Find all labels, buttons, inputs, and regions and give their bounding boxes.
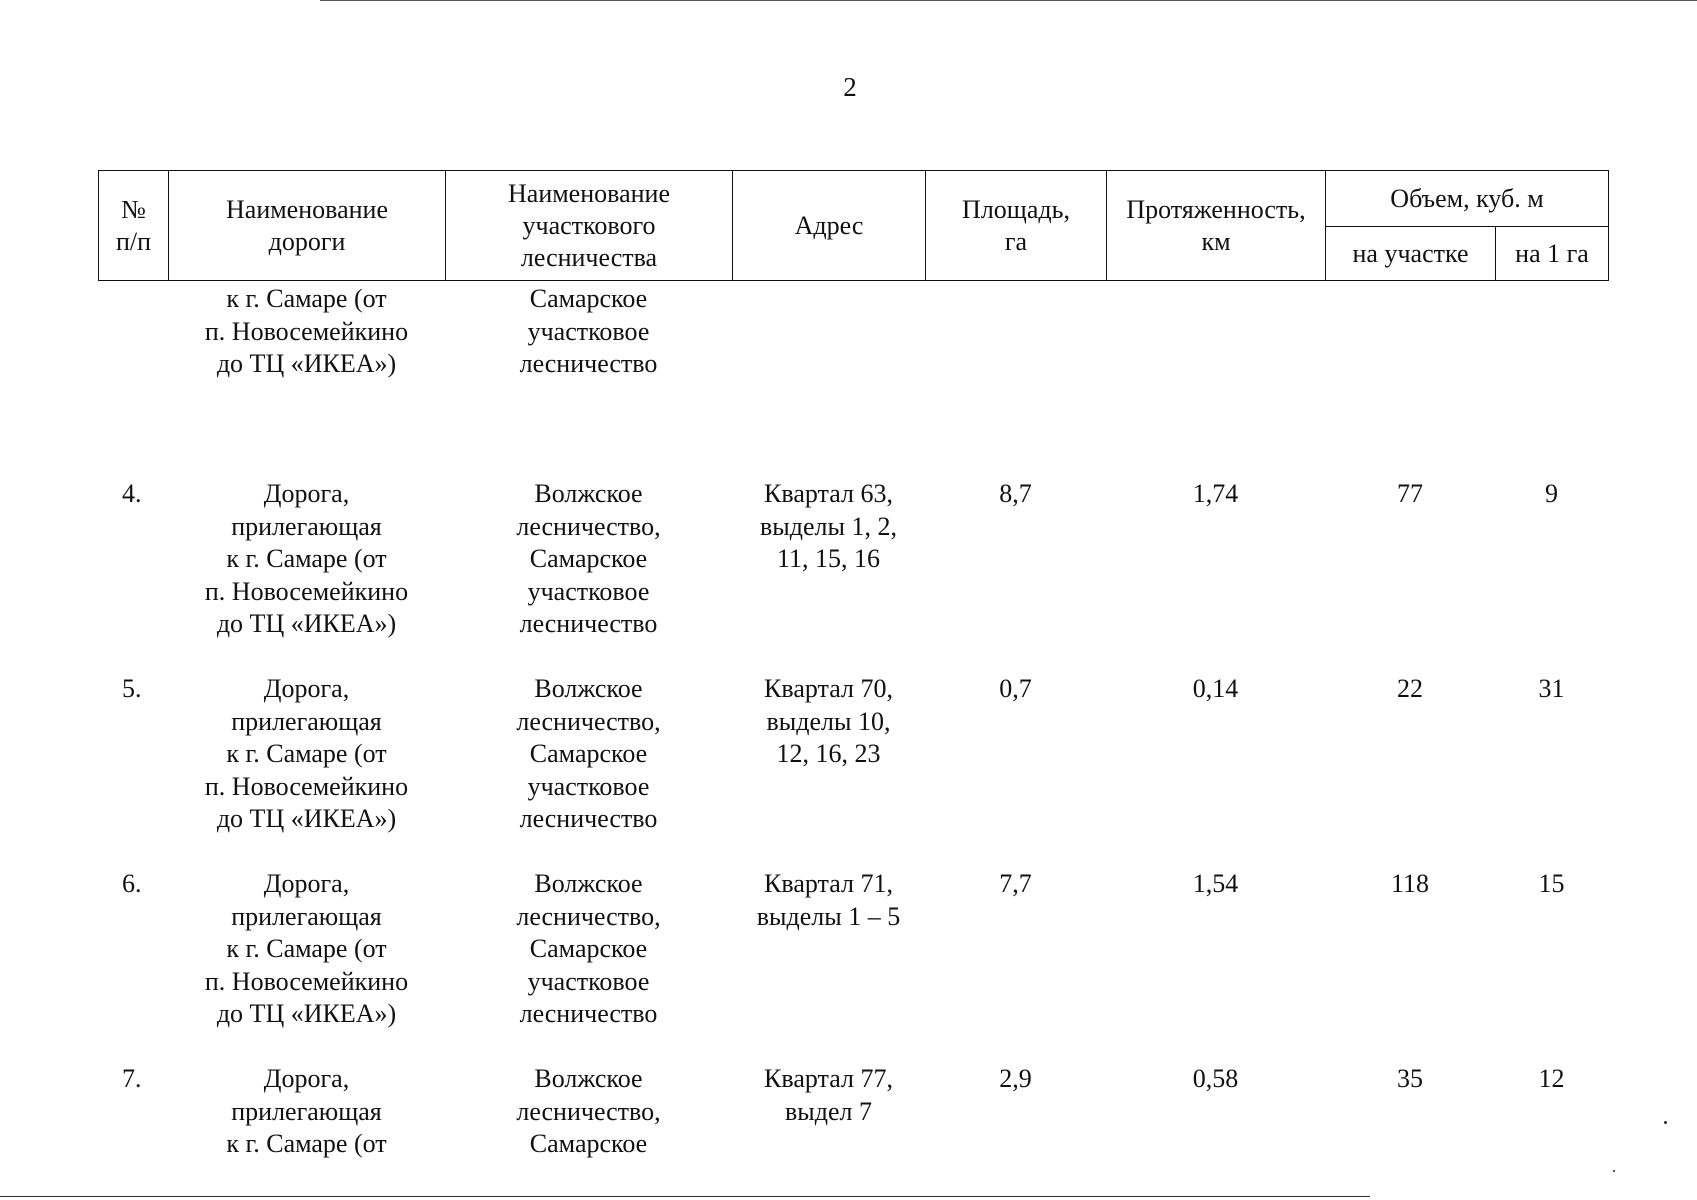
cell-volume-per-ha: 15 <box>1538 869 1565 898</box>
table-row <box>98 1063 1608 1183</box>
cell-area: 8,7 <box>999 479 1032 508</box>
cell-address: Квартал 63, выделы 1, 2, 11, 15, 16 <box>760 479 897 573</box>
table-row-continuation <box>98 283 1608 478</box>
page-number: 2 <box>843 72 857 102</box>
cell-volume-per-ha: 31 <box>1538 674 1565 703</box>
header-volume-per-ha: на 1 га <box>1496 227 1609 281</box>
cell-volume-plot: 77 <box>1397 479 1423 508</box>
scan-edge-bottom <box>0 1196 1370 1197</box>
header-number: № п/п <box>99 171 169 281</box>
table-row <box>98 868 1608 1063</box>
scan-speck <box>1664 1121 1667 1124</box>
cell-volume-plot: 22 <box>1397 674 1423 703</box>
cell-number <box>98 283 168 478</box>
cell-length: 1,54 <box>1192 869 1239 898</box>
cell-address: Квартал 71, выделы 1 – 5 <box>756 869 901 931</box>
cell-number: 7. <box>122 1064 142 1093</box>
header-length: Протяженность, км <box>1107 171 1326 281</box>
cell-forestry: Самарское участковое лесничество <box>519 284 658 378</box>
cell-length: 0,58 <box>1192 1064 1239 1093</box>
cell-road: Дорога, прилегающая к г. Самаре (от п. Новосемейкино до ТЦ «ИКЕА») <box>204 674 409 833</box>
cell-volume-plot: 35 <box>1397 1064 1423 1093</box>
cell-number: 4. <box>122 479 142 508</box>
header-area: Площадь, га <box>926 171 1107 281</box>
cell-road: к г. Самаре (от п. Новосемейкино до ТЦ «ИКЕА») <box>204 284 409 378</box>
table-header <box>98 170 1609 281</box>
cell-area: 0,7 <box>999 674 1032 703</box>
header-volume: Объем, куб. м <box>1326 171 1609 227</box>
cell-forestry: Волжское лесничество, Самарское участковое лесничество <box>516 674 661 833</box>
cell-number: 6. <box>122 869 142 898</box>
header-address: Адрес <box>733 171 926 281</box>
cell-length: 0,14 <box>1192 674 1239 703</box>
cell-area: 7,7 <box>999 869 1032 898</box>
header-volume-plot: на участке <box>1326 227 1496 281</box>
table-body <box>98 283 1608 1183</box>
cell-volume-per-ha: 9 <box>1545 479 1558 508</box>
table-row <box>98 673 1608 868</box>
header-road-name: Наименование дороги <box>169 171 446 281</box>
table-row <box>98 478 1608 673</box>
cell-road: Дорога, прилегающая к г. Самаре (от <box>226 1064 387 1158</box>
cell-area: 2,9 <box>999 1064 1032 1093</box>
cell-road: Дорога, прилегающая к г. Самаре (от п. Новосемейкино до ТЦ «ИКЕА») <box>204 479 409 638</box>
scan-speck <box>1613 1170 1615 1172</box>
cell-number: 5. <box>122 674 142 703</box>
cell-volume-plot: 118 <box>1390 869 1430 898</box>
cell-volume-per-ha: 12 <box>1538 1064 1565 1093</box>
header-forestry-name: Наименование участкового лесничества <box>446 171 733 281</box>
cell-address: Квартал 77, выдел 7 <box>764 1064 893 1126</box>
cell-forestry: Волжское лесничество, Самарское участковое лесничество <box>516 869 661 1028</box>
cell-road: Дорога, прилегающая к г. Самаре (от п. Новосемейкино до ТЦ «ИКЕА») <box>204 869 409 1028</box>
cell-forestry: Волжское лесничество, Самарское <box>516 1064 661 1158</box>
cell-length: 1,74 <box>1192 479 1239 508</box>
cell-forestry: Волжское лесничество, Самарское участковое лесничество <box>516 479 661 638</box>
cell-address: Квартал 70, выделы 10, 12, 16, 23 <box>764 674 893 768</box>
scan-edge-top <box>320 0 1697 1</box>
